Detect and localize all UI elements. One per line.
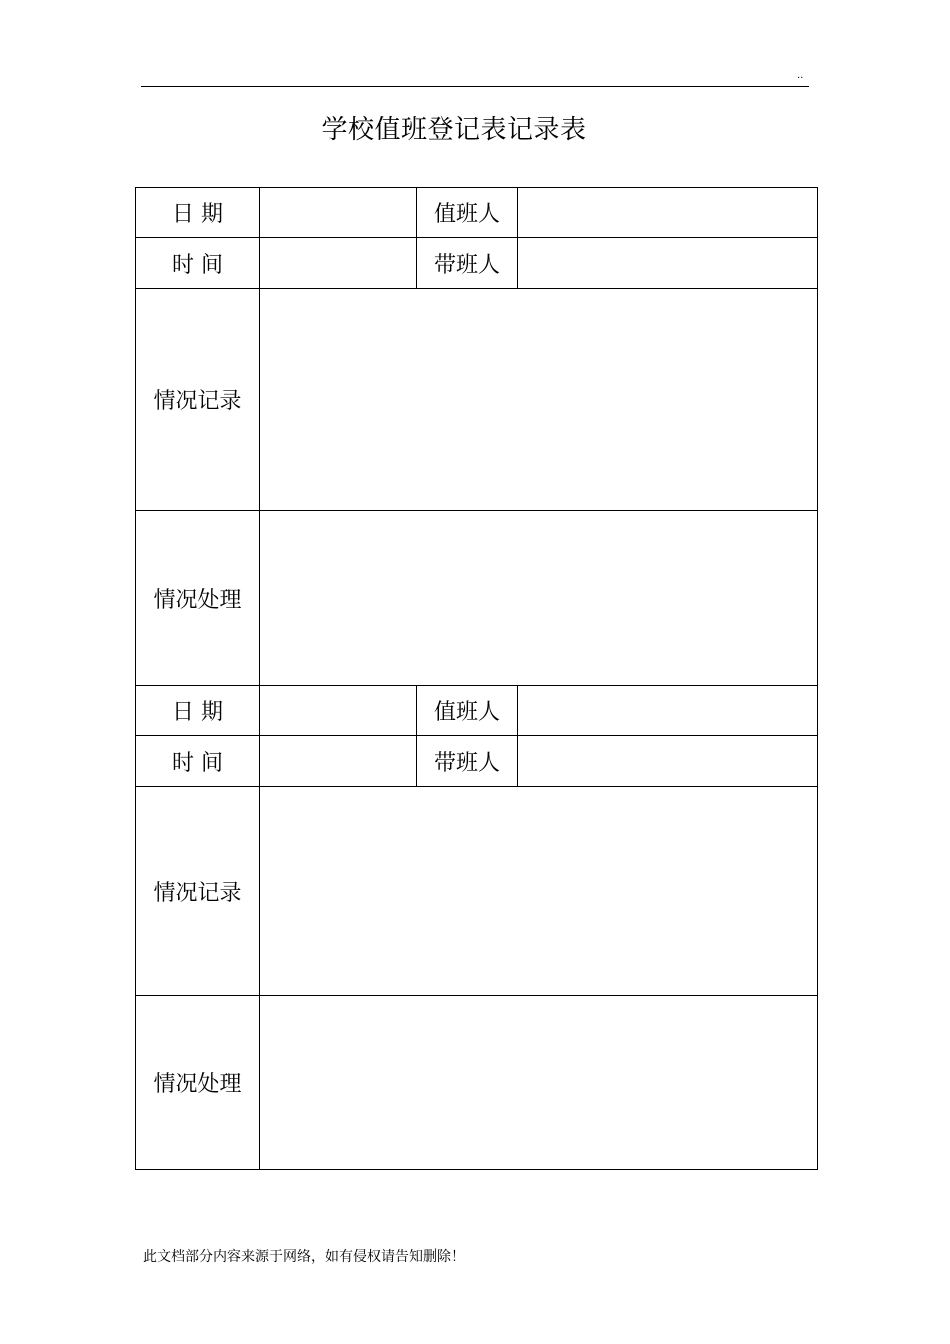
record-row (136, 289, 818, 511)
time-row (136, 238, 818, 289)
header-mark: .. (797, 70, 804, 81)
lead-person-label: 带班人 (417, 238, 518, 289)
footer-disclaimer: 此文档部分内容来源于网络，如有侵权请告知删除！ (143, 1249, 465, 1265)
record-row (136, 787, 818, 996)
time-label: 时 间 (136, 238, 260, 289)
duty-person-label: 值班人 (417, 686, 518, 736)
time-field[interactable] (260, 238, 417, 289)
lead-person-label: 带班人 (417, 736, 518, 787)
date-row (136, 188, 818, 238)
date-field[interactable] (260, 188, 417, 238)
record-label: 情况记录 (136, 289, 260, 511)
date-label: 日 期 (136, 686, 260, 736)
handling-field[interactable] (260, 996, 818, 1170)
date-field[interactable] (260, 686, 417, 736)
record-field[interactable] (260, 289, 818, 511)
handling-label: 情况处理 (136, 511, 260, 686)
handling-row (136, 996, 818, 1170)
handling-row (136, 511, 818, 686)
record-label: 情况记录 (136, 787, 260, 996)
record-field[interactable] (260, 787, 818, 996)
date-label: 日 期 (136, 188, 260, 238)
handling-field[interactable] (260, 511, 818, 686)
time-row (136, 736, 818, 787)
lead-person-field[interactable] (518, 238, 818, 289)
duty-person-field[interactable] (518, 188, 818, 238)
lead-person-field[interactable] (518, 736, 818, 787)
handling-label: 情况处理 (136, 996, 260, 1170)
header-rule (141, 86, 809, 87)
page-title: 学校值班登记表记录表 (321, 115, 587, 145)
duty-log-table (135, 187, 818, 1170)
duty-person-field[interactable] (518, 686, 818, 736)
duty-person-label: 值班人 (417, 188, 518, 238)
date-row (136, 686, 818, 736)
time-field[interactable] (260, 736, 417, 787)
time-label: 时 间 (136, 736, 260, 787)
